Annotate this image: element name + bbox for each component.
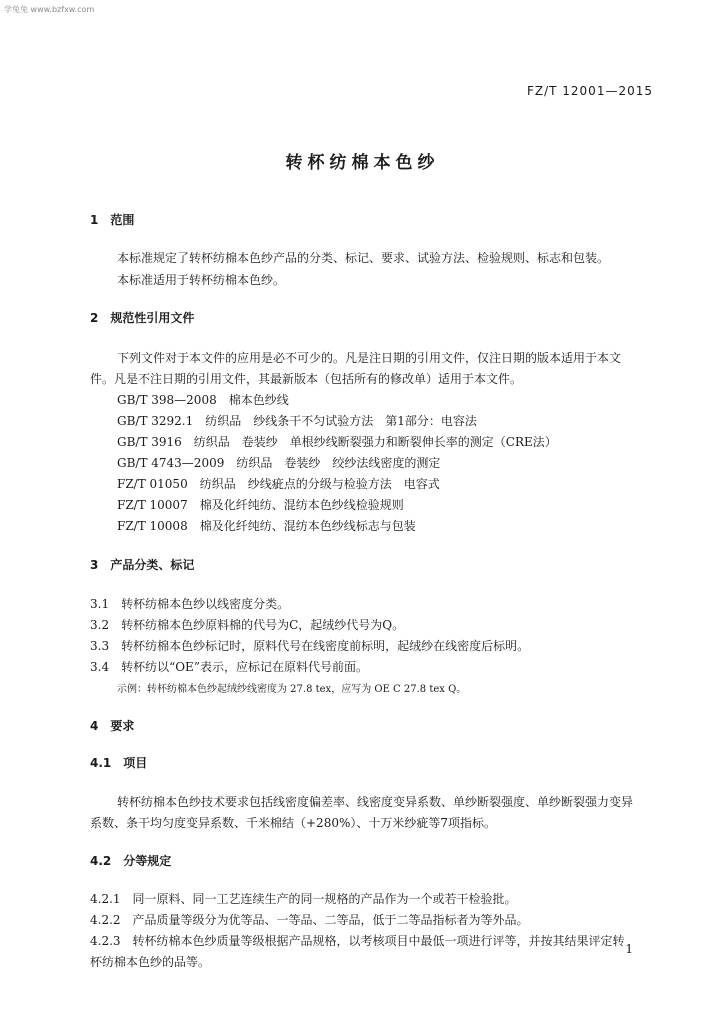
reference-item: GB/T 3292.1 纺织品 纱线条干不匀试验方法 第1部分：电容法 — [117, 414, 477, 428]
clause-4-2-2: 4.2.2 产品质量等级分为优等品、一等品、二等品，低于二等品指标者为等外品。 — [90, 913, 529, 927]
section-2-intro-line-1: 下列文件对于本文件的应用是必不可少的。凡是注日期的引用文件，仅注日期的版本适用于本文 — [117, 351, 622, 365]
clause-4-2-1: 4.2.1 同一原料、同一工艺连续生产的同一规格的产品作为一个或若干检验批。 — [90, 892, 517, 906]
clause-4-1-heading: 4.1 项目 — [90, 756, 148, 770]
section-1-para-1: 本标准规定了转杯纺棉本色纱产品的分类、标记、要求、试验方法、检验规则、标志和包装。 — [117, 251, 610, 265]
reference-item: FZ/T 01050 纺织品 纱线疵点的分级与检验方法 电容式 — [117, 477, 440, 491]
section-1-heading: 1 范围 — [90, 213, 135, 227]
clause-3-1: 3.1 转杯纺棉本色纱以线密度分类。 — [90, 597, 290, 611]
section-2-intro-line-2: 件。凡是不注日期的引用文件，其最新版本（包括所有的修改单）适用于本文件。 — [90, 372, 523, 386]
reference-item: FZ/T 10008 棉及化纤纯纺、混纺本色纱线标志与包装 — [117, 519, 416, 533]
page-number: 1 — [625, 942, 633, 956]
reference-item: GB/T 3916 纺织品 卷装纱 单根纱线断裂强力和断裂伸长率的测定（CRE法） — [117, 435, 557, 449]
section-2-heading: 2 规范性引用文件 — [90, 311, 195, 325]
doc-number: FZ/T 12001—2015 — [526, 84, 653, 98]
example-note: 示例：转杯纺棉本色纱起绒纱线密度为 27.8 tex，应写为 OE C 27.8 tex Q。 — [117, 684, 467, 695]
clause-4-2-3-line-1: 4.2.3 转杯纺棉本色纱质量等级根据产品规格，以考核项目中最低一项进行评等，并按其结果评定转 — [90, 934, 625, 948]
clause-4-1-line-1: 转杯纺棉本色纱技术要求包括线密度偏差率、线密度变异系数、单纱断裂强度、单纱断裂强力变异 — [117, 795, 634, 809]
clause-4-2-heading: 4.2 分等规定 — [90, 854, 172, 868]
section-3-heading: 3 产品分类、标记 — [90, 558, 195, 572]
reference-item: GB/T 398—2008 棉本色纱线 — [117, 393, 289, 407]
page-title: 转杯纺棉本色纱 — [285, 153, 440, 173]
reference-item: GB/T 4743—2009 纺织品 卷装纱 绞纱法线密度的测定 — [117, 456, 441, 470]
reference-item: FZ/T 10007 棉及化纤纯纺、混纺本色纱线检验规则 — [117, 498, 404, 512]
clause-4-2-3-line-2: 杯纺棉本色纱的品等。 — [90, 955, 211, 969]
clause-4-1-line-2: 系数、条干均匀度变异系数、千米棉结（+280%）、十万米纱疵等7项指标。 — [90, 816, 496, 830]
section-4-heading: 4 要求 — [90, 719, 135, 733]
clause-3-2: 3.2 转杯纺棉本色纱原料棉的代号为C，起绒纱代号为Q。 — [90, 618, 405, 632]
clause-3-3: 3.3 转杯纺棉本色纱标记时，原料代号在线密度前标明，起绒纱在线密度后标明。 — [90, 639, 530, 653]
section-1-para-2: 本标准适用于转杯纺棉本色纱。 — [117, 273, 286, 287]
watermark: 学兔兔 www.bzfxw.com — [4, 5, 95, 14]
clause-3-4: 3.4 转杯纺以“OE”表示，应标记在原料代号前面。 — [90, 660, 368, 674]
